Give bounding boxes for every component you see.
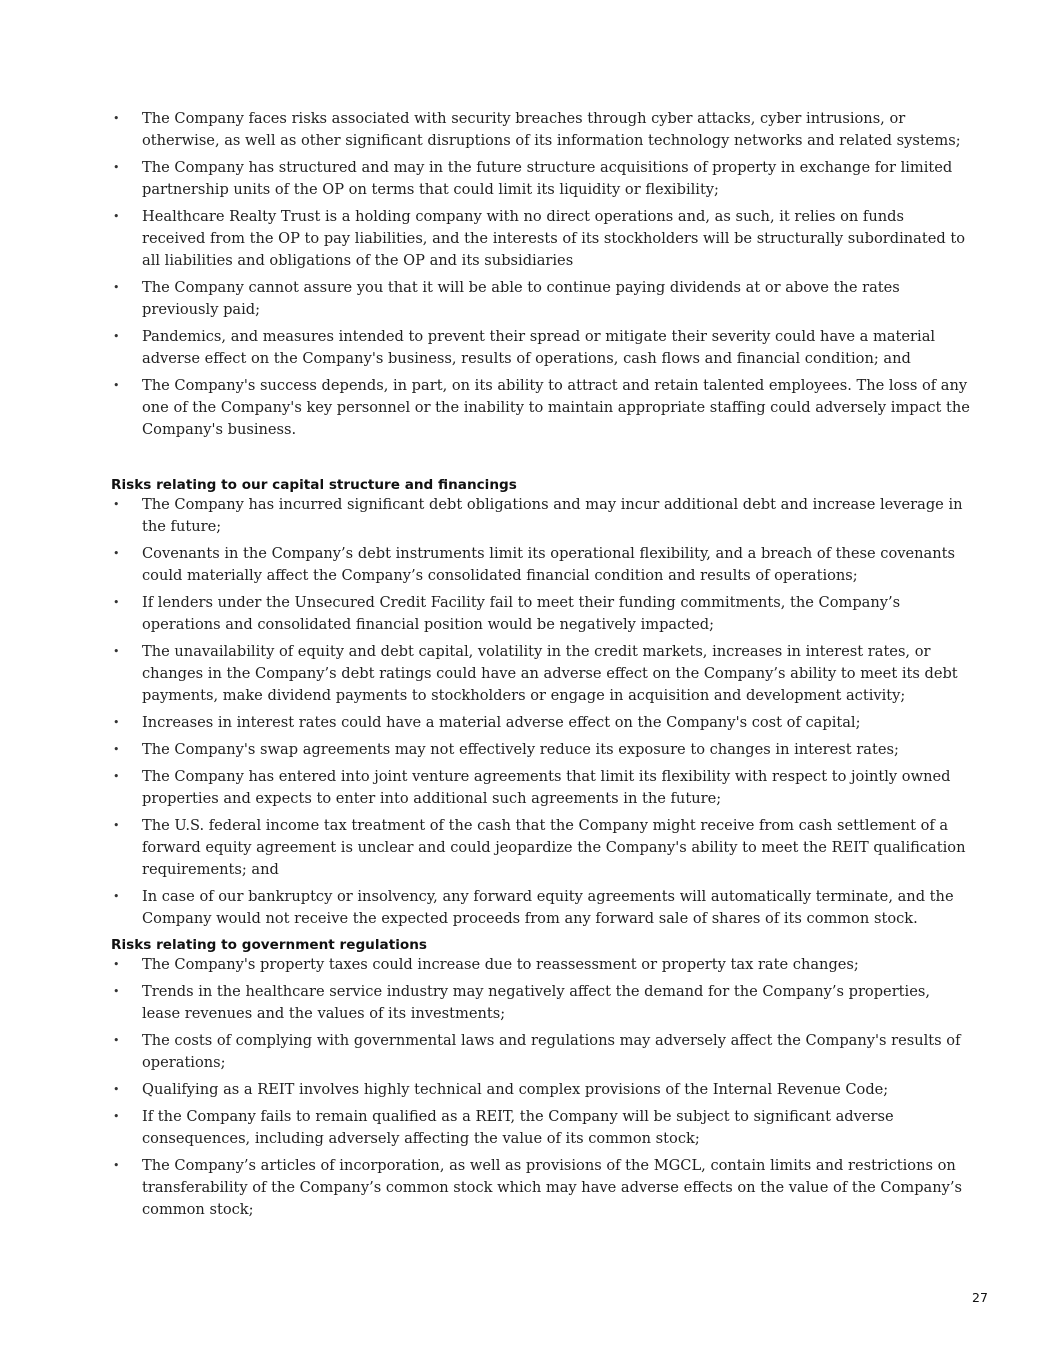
list-item: • The unavailability of equity and debt capital, volatility in the credit markets, increases in interest rates, or changes in the Company’s debt ratings could have an adverse effect on the Company’s ability to meet its debt payments, make dividend payments to stockholders or engage in acquisition and development activity;: [113, 643, 958, 704]
page-number: 27: [972, 1290, 988, 1305]
capital-structure-section: [111, 476, 971, 935]
list-item: • The Company's property taxes could increase due to reassessment or property tax rate changes;: [111, 954, 971, 976]
list-item: • Healthcare Realty Trust is a holding company with no direct operations and, as such, it relies on funds received from the OP to pay liabilities, and the interests of its stockholders will be structurally subordinated to all liabilities and obligations of the OP and its subsidiaries: [113, 208, 965, 269]
bullet-icon: •: [113, 1083, 120, 1096]
bullet-icon: •: [113, 819, 120, 832]
bullet-icon: •: [113, 958, 120, 971]
bullet-icon: •: [113, 716, 120, 729]
bullet-icon: •: [113, 281, 120, 294]
bullet-icon: •: [113, 596, 120, 609]
list-item: • In case of our bankruptcy or insolvency, any forward equity agreements will automatically terminate, and the Company would not receive the expected proceeds from any forward sale of shares of its common stock.: [113, 888, 954, 927]
bullet-icon: •: [113, 379, 120, 392]
bullet-icon: •: [113, 112, 120, 125]
bullet-icon: •: [113, 1110, 120, 1123]
list-item: • The Company’s articles of incorporation, as well as provisions of the MGCL, contain limits and restrictions on transferability of the Company’s common stock which may have adverse effects on the value of the Company’s common stock;: [113, 1157, 963, 1218]
bullet-icon: •: [113, 1159, 120, 1172]
section-heading: Risks relating to government regulations: [111, 937, 427, 953]
bullet-icon: •: [113, 890, 120, 903]
bullet-icon: •: [113, 210, 120, 223]
list-item: • The Company has incurred significant debt obligations and may incur additional debt and increase leverage in the future;: [113, 496, 963, 535]
list-item: • The Company's swap agreements may not effectively reduce its exposure to changes in interest rates;: [111, 739, 971, 761]
bullet-icon: •: [113, 547, 120, 560]
capital-structure-list: [111, 494, 971, 930]
general-risks-list: [111, 108, 971, 441]
list-item: • Trends in the healthcare service industry may negatively affect the demand for the Company’s properties, lease revenues and the values of its investments;: [113, 983, 930, 1022]
bullet-icon: •: [113, 161, 120, 174]
list-item: • The Company cannot assure you that it will be able to continue paying dividends at or above the rates previously paid;: [113, 279, 900, 318]
list-item: • If the Company fails to remain qualified as a REIT, the Company will be subject to significant adverse consequences, including adversely affecting the value of its common stock;: [113, 1108, 894, 1147]
list-item: • Qualifying as a REIT involves highly technical and complex provisions of the Internal Revenue Code;: [111, 1079, 971, 1101]
list-item: • The Company has structured and may in the future structure acquisitions of property in exchange for limited partnership units of the OP on terms that could limit its liquidity or flexibility;: [113, 159, 953, 198]
bullet-icon: •: [113, 985, 120, 998]
list-item: • The costs of complying with governmental laws and regulations may adversely affect the Company's results of operations;: [113, 1032, 961, 1071]
list-item: • Increases in interest rates could have a material adverse effect on the Company's cost of capital;: [111, 712, 971, 734]
bullet-icon: •: [113, 1034, 120, 1047]
bullet-icon: •: [113, 498, 120, 511]
bullet-icon: •: [113, 330, 120, 343]
list-item: • If lenders under the Unsecured Credit Facility fail to meet their funding commitments, the Company’s operations and consolidated financial position would be negatively impacted;: [113, 594, 901, 633]
general-risks-section: [111, 108, 971, 446]
section-heading: Risks relating to our capital structure and financings: [111, 477, 517, 493]
government-regulations-section: [111, 936, 971, 1226]
list-item: • The Company faces risks associated with security breaches through cyber attacks, cyber intrusions, or otherwise, as well as other significant disruptions of its information technology networks and related systems;: [113, 110, 961, 149]
list-item: • Covenants in the Company’s debt instruments limit its operational flexibility, and a breach of these covenants could materially affect the Company’s consolidated financial condition and results of operations;: [113, 545, 956, 584]
list-item: • Pandemics, and measures intended to prevent their spread or mitigate their severity could have a material adverse effect on the Company's business, results of operations, cash flows and financial condition; and: [113, 328, 936, 367]
list-item: • The Company's success depends, in part, on its ability to attract and retain talented employees. The loss of any one of the Company's key personnel or the inability to maintain appropriate staffing could adversely impact the Company's business.: [113, 377, 970, 438]
government-regulations-list: [111, 954, 971, 1221]
list-item: • The U.S. federal income tax treatment of the cash that the Company might receive from cash settlement of a forward equity agreement is unclear and could jeopardize the Company's ability to meet the REIT qualification requirements; and: [113, 817, 966, 878]
bullet-icon: •: [113, 743, 120, 756]
bullet-icon: •: [113, 645, 120, 658]
list-item: • The Company has entered into joint venture agreements that limit its flexibility with respect to jointly owned properties and expects to enter into additional such agreements in the future;: [113, 768, 951, 807]
bullet-icon: •: [113, 770, 120, 783]
